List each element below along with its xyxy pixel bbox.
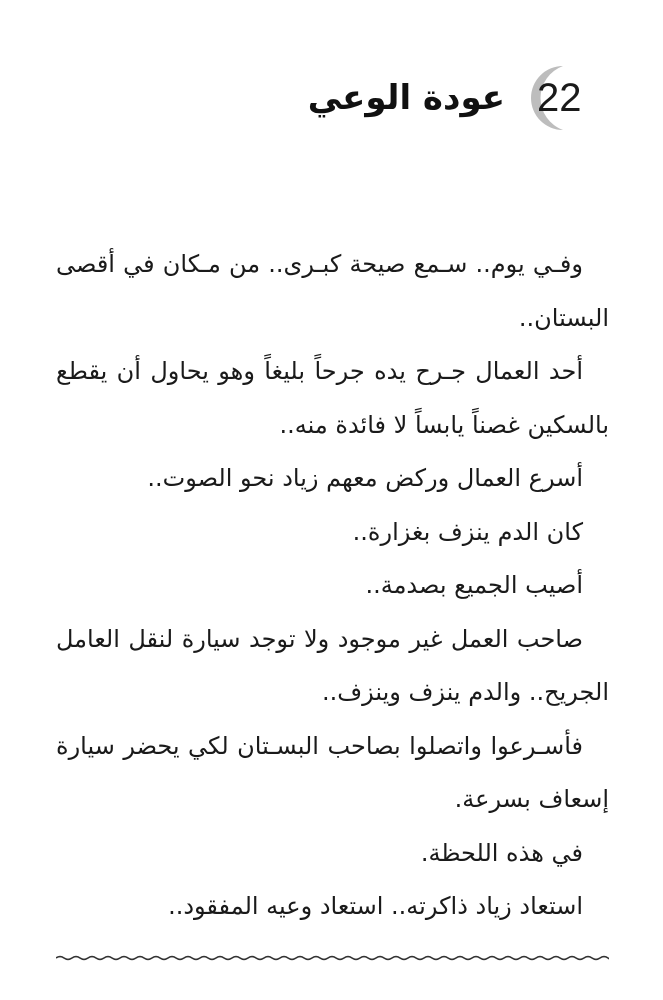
chapter-number-badge	[523, 58, 593, 138]
chapter-body	[56, 238, 609, 934]
paragraph: أسرع العمال وركض معهم زياد نحو الصوت..	[147, 464, 583, 492]
paragraph: فأسـرعوا واتصلوا بصاحب البسـتان لكي يحضر سيارة إسعاف بسرعة.	[56, 731, 609, 813]
chapter-title: عودة الوعي	[307, 78, 505, 118]
wavy-divider	[56, 951, 609, 965]
chapter-header	[308, 58, 593, 138]
paragraph: أصيب الجميع بصدمة..	[365, 571, 583, 599]
paragraph: كان الدم ينزف بغزارة..	[352, 517, 583, 546]
paragraph: وفـي يوم.. سـمع صيحة كبـرى.. من مـكان في أقصى البستان..	[56, 250, 609, 332]
paragraph: صاحب العمل غير موجود ولا توجد سيارة لنقل العامل الجريح.. والدم ينزف وينزف..	[56, 624, 609, 706]
paragraph: أحد العمال جـرح يده جرحاً بليغاً وهو يحاول أن يقطع بالسكين غصناً يابساً لا فائدة منه..	[56, 357, 609, 439]
paragraph: استعاد زياد ذاكرته.. استعاد وعيه المفقود..	[168, 892, 583, 920]
chapter-number: 22	[537, 76, 582, 120]
paragraph: في هذه اللحظة.	[420, 838, 583, 867]
